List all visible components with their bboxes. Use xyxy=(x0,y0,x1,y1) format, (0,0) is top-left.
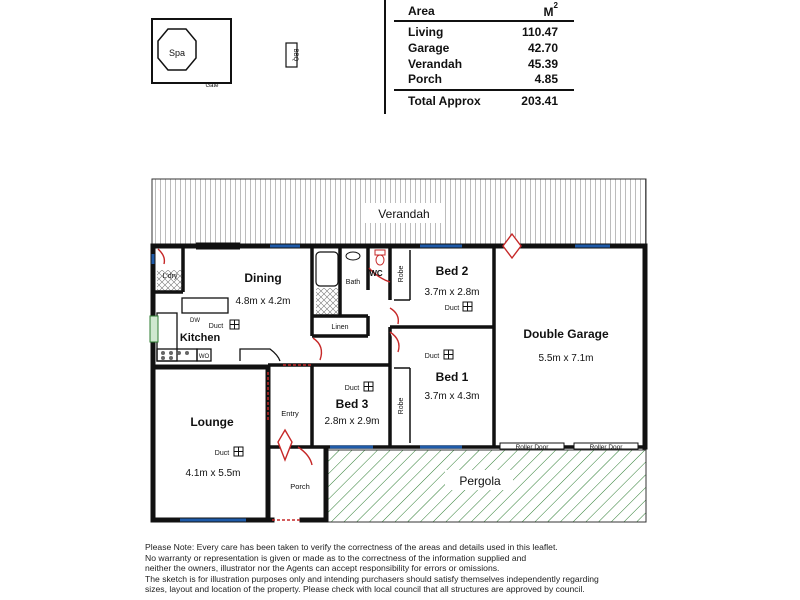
porch-label: Porch xyxy=(290,482,310,491)
table-header-area: Area xyxy=(408,4,435,18)
bbq-label: BBQ xyxy=(292,48,298,62)
kitchen-label: Kitchen xyxy=(179,332,221,344)
table-row-garage: Garage 42.70 xyxy=(408,41,558,55)
table-row-living: Living 110.47 xyxy=(408,25,558,39)
cooktop xyxy=(161,351,189,360)
roller-door-label-2: Roller Door xyxy=(589,444,623,451)
linen-label: Linen xyxy=(331,324,349,331)
lounge-size: 4.1m x 5.5m xyxy=(185,468,241,479)
disclaimer-line-2: No warranty or representation is given or made as to the correctness of the information supplied and xyxy=(145,552,527,563)
disclaimer-line-3: neither the owners, illustrator nor the Agents can accept responsibility for errors or omissions. xyxy=(145,563,500,573)
duct-label-kitchen: Duct xyxy=(208,323,224,330)
duct-label-lounge: Duct xyxy=(214,450,230,457)
bed1-size: 3.7m x 4.3m xyxy=(424,391,480,402)
pergola xyxy=(326,450,646,522)
lounge-label: Lounge xyxy=(190,415,234,429)
verandah-label: Verandah xyxy=(378,207,430,221)
table-row-porch: Porch 4.85 xyxy=(408,72,558,86)
duct-label-bed1: Duct xyxy=(424,353,440,360)
toilet xyxy=(375,250,385,265)
dw-label: DW xyxy=(190,318,200,324)
robe-label-bed2: Robe xyxy=(398,265,405,283)
wo-label: WO xyxy=(198,354,210,360)
garage-size: 5.5m x 7.1m xyxy=(538,353,594,364)
duct-label-bed2: Duct xyxy=(444,305,460,312)
roller-door-label-1: Roller Door xyxy=(515,444,549,451)
sink xyxy=(150,316,158,342)
bed3-label: Bed 3 xyxy=(335,397,369,411)
bed2-label: Bed 2 xyxy=(435,264,469,278)
spa-enclosure xyxy=(152,19,231,89)
bed2-size: 3.7m x 2.8m xyxy=(424,287,480,298)
bed3-size: 2.8m x 2.9m xyxy=(324,416,380,427)
disclaimer xyxy=(145,542,655,595)
laundry-label: L'dry xyxy=(162,273,178,280)
verandah xyxy=(152,179,646,246)
bbq xyxy=(286,43,298,67)
wc-label: WC xyxy=(369,269,383,278)
duct-label-bed3: Duct xyxy=(344,385,360,392)
table-row-verandah: Verandah 45.39 xyxy=(408,57,558,71)
table-header-unit: $M^2$ xyxy=(543,1,558,19)
pergola-label: Pergola xyxy=(459,474,501,488)
shower-floor xyxy=(316,288,338,316)
disclaimer-line-4: The sketch is for illustration purposes only and intending purchasers should satisfy themselves independently regarding xyxy=(145,573,599,584)
dining-label: Dining xyxy=(244,271,282,285)
disclaimer-line-1: Please Note: Every care has been taken to verify the correctness of the areas and details used in this leaflet. xyxy=(145,542,558,552)
vanity-basin xyxy=(346,252,360,260)
robe-label-bed1: Robe xyxy=(398,397,405,415)
gate-label: Gate xyxy=(205,83,219,89)
double-garage-label: Double Garage xyxy=(523,327,609,341)
disclaimer-line-5: sizes, layout and location of the property. Please check with local council that all structures are approved by council. xyxy=(145,584,585,594)
entry-label: Entry xyxy=(281,409,299,418)
bed1-label: Bed 1 xyxy=(435,370,469,384)
spa-label: Spa xyxy=(168,48,186,58)
bath-label: Bath xyxy=(345,279,361,286)
bathtub xyxy=(316,252,338,286)
table-row-total: Total Approx 203.41 xyxy=(408,94,558,108)
dining-size: 4.8m x 4.2m xyxy=(235,296,291,307)
